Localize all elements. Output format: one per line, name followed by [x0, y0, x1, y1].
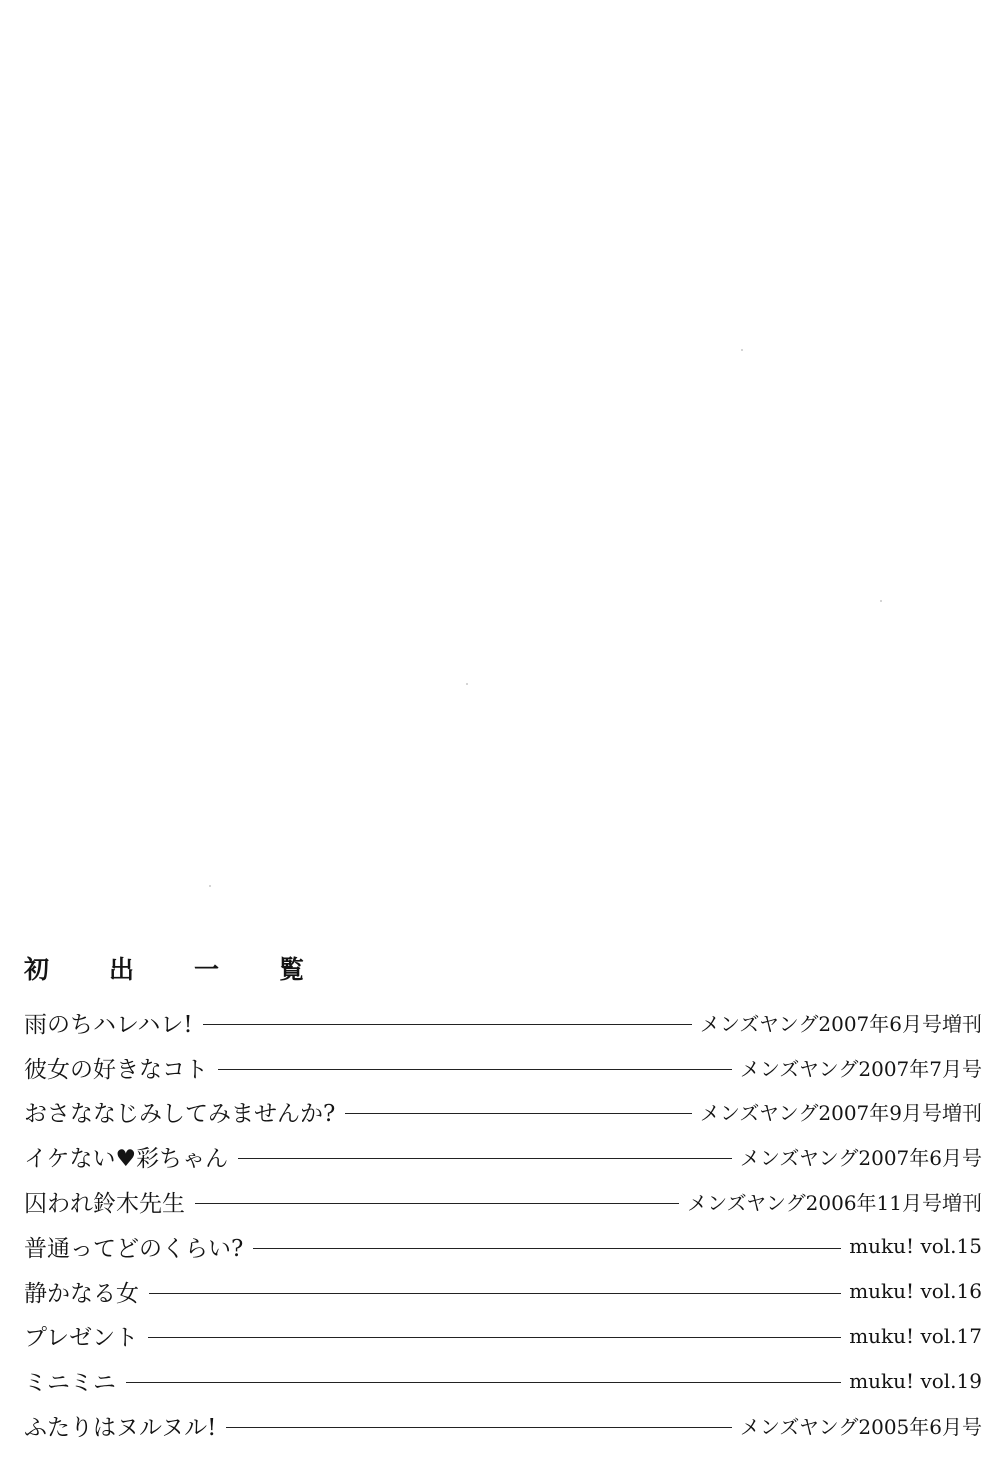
paper-speck	[466, 683, 468, 685]
paper-speck	[209, 885, 211, 887]
list-item	[24, 1224, 982, 1269]
story-title: 囚われ鈴木先生	[24, 1191, 185, 1218]
leader-line	[203, 1024, 692, 1025]
paper-speck	[741, 349, 743, 351]
list-item	[24, 1179, 982, 1224]
list-item	[24, 1090, 982, 1135]
page-title-char: 一	[193, 955, 219, 984]
leader-line	[226, 1427, 732, 1428]
first-appearance: muku! vol.17	[849, 1323, 982, 1348]
leader-line	[148, 1337, 841, 1338]
first-appearance: メンズヤング2006年11月号増刊	[687, 1191, 982, 1216]
story-title: 彼女の好きなコト	[24, 1056, 208, 1083]
first-appearance: メンズヤング2005年6月号	[739, 1415, 982, 1440]
story-title: おさななじみしてみませんか?	[24, 1101, 336, 1128]
leader-line	[218, 1069, 732, 1070]
first-appearance: メンズヤング2007年6月号増刊	[699, 1011, 982, 1036]
list-item	[24, 1000, 982, 1045]
leader-line	[345, 1113, 692, 1114]
page-title-char: 初	[24, 955, 50, 984]
story-title: ふたりはヌルヌル!	[24, 1415, 217, 1442]
page-title-char: 出	[108, 955, 134, 984]
paper-speck	[880, 600, 882, 602]
story-title: 雨のちハレハレ!	[24, 1011, 193, 1038]
story-title: 静かなる女	[24, 1280, 139, 1307]
publication-list	[24, 1000, 982, 1448]
leader-line	[195, 1203, 679, 1204]
list-item	[24, 1134, 982, 1179]
leader-line	[126, 1382, 841, 1383]
first-appearance: メンズヤング2007年6月号	[739, 1146, 982, 1171]
page-title-char: 覧	[278, 955, 304, 984]
leader-line	[149, 1293, 841, 1294]
first-appearance: muku! vol.16	[849, 1279, 982, 1304]
list-item	[24, 1358, 982, 1403]
leader-line	[238, 1158, 732, 1159]
leader-line	[253, 1248, 841, 1249]
story-title: プレゼント	[24, 1325, 139, 1352]
story-title: イケない♥彩ちゃん	[24, 1146, 229, 1173]
first-appearance: muku! vol.15	[849, 1234, 982, 1259]
list-item	[24, 1314, 982, 1359]
list-item	[24, 1045, 982, 1090]
list-item	[24, 1403, 982, 1448]
list-item	[24, 1269, 982, 1314]
story-title: 普通ってどのくらい?	[24, 1235, 244, 1262]
first-appearance: メンズヤング2007年7月号	[739, 1056, 982, 1081]
story-title: ミニミニ	[24, 1370, 116, 1397]
first-appearance: メンズヤング2007年9月号増刊	[699, 1101, 982, 1126]
page-title	[24, 950, 304, 986]
first-appearance: muku! vol.19	[849, 1368, 982, 1393]
